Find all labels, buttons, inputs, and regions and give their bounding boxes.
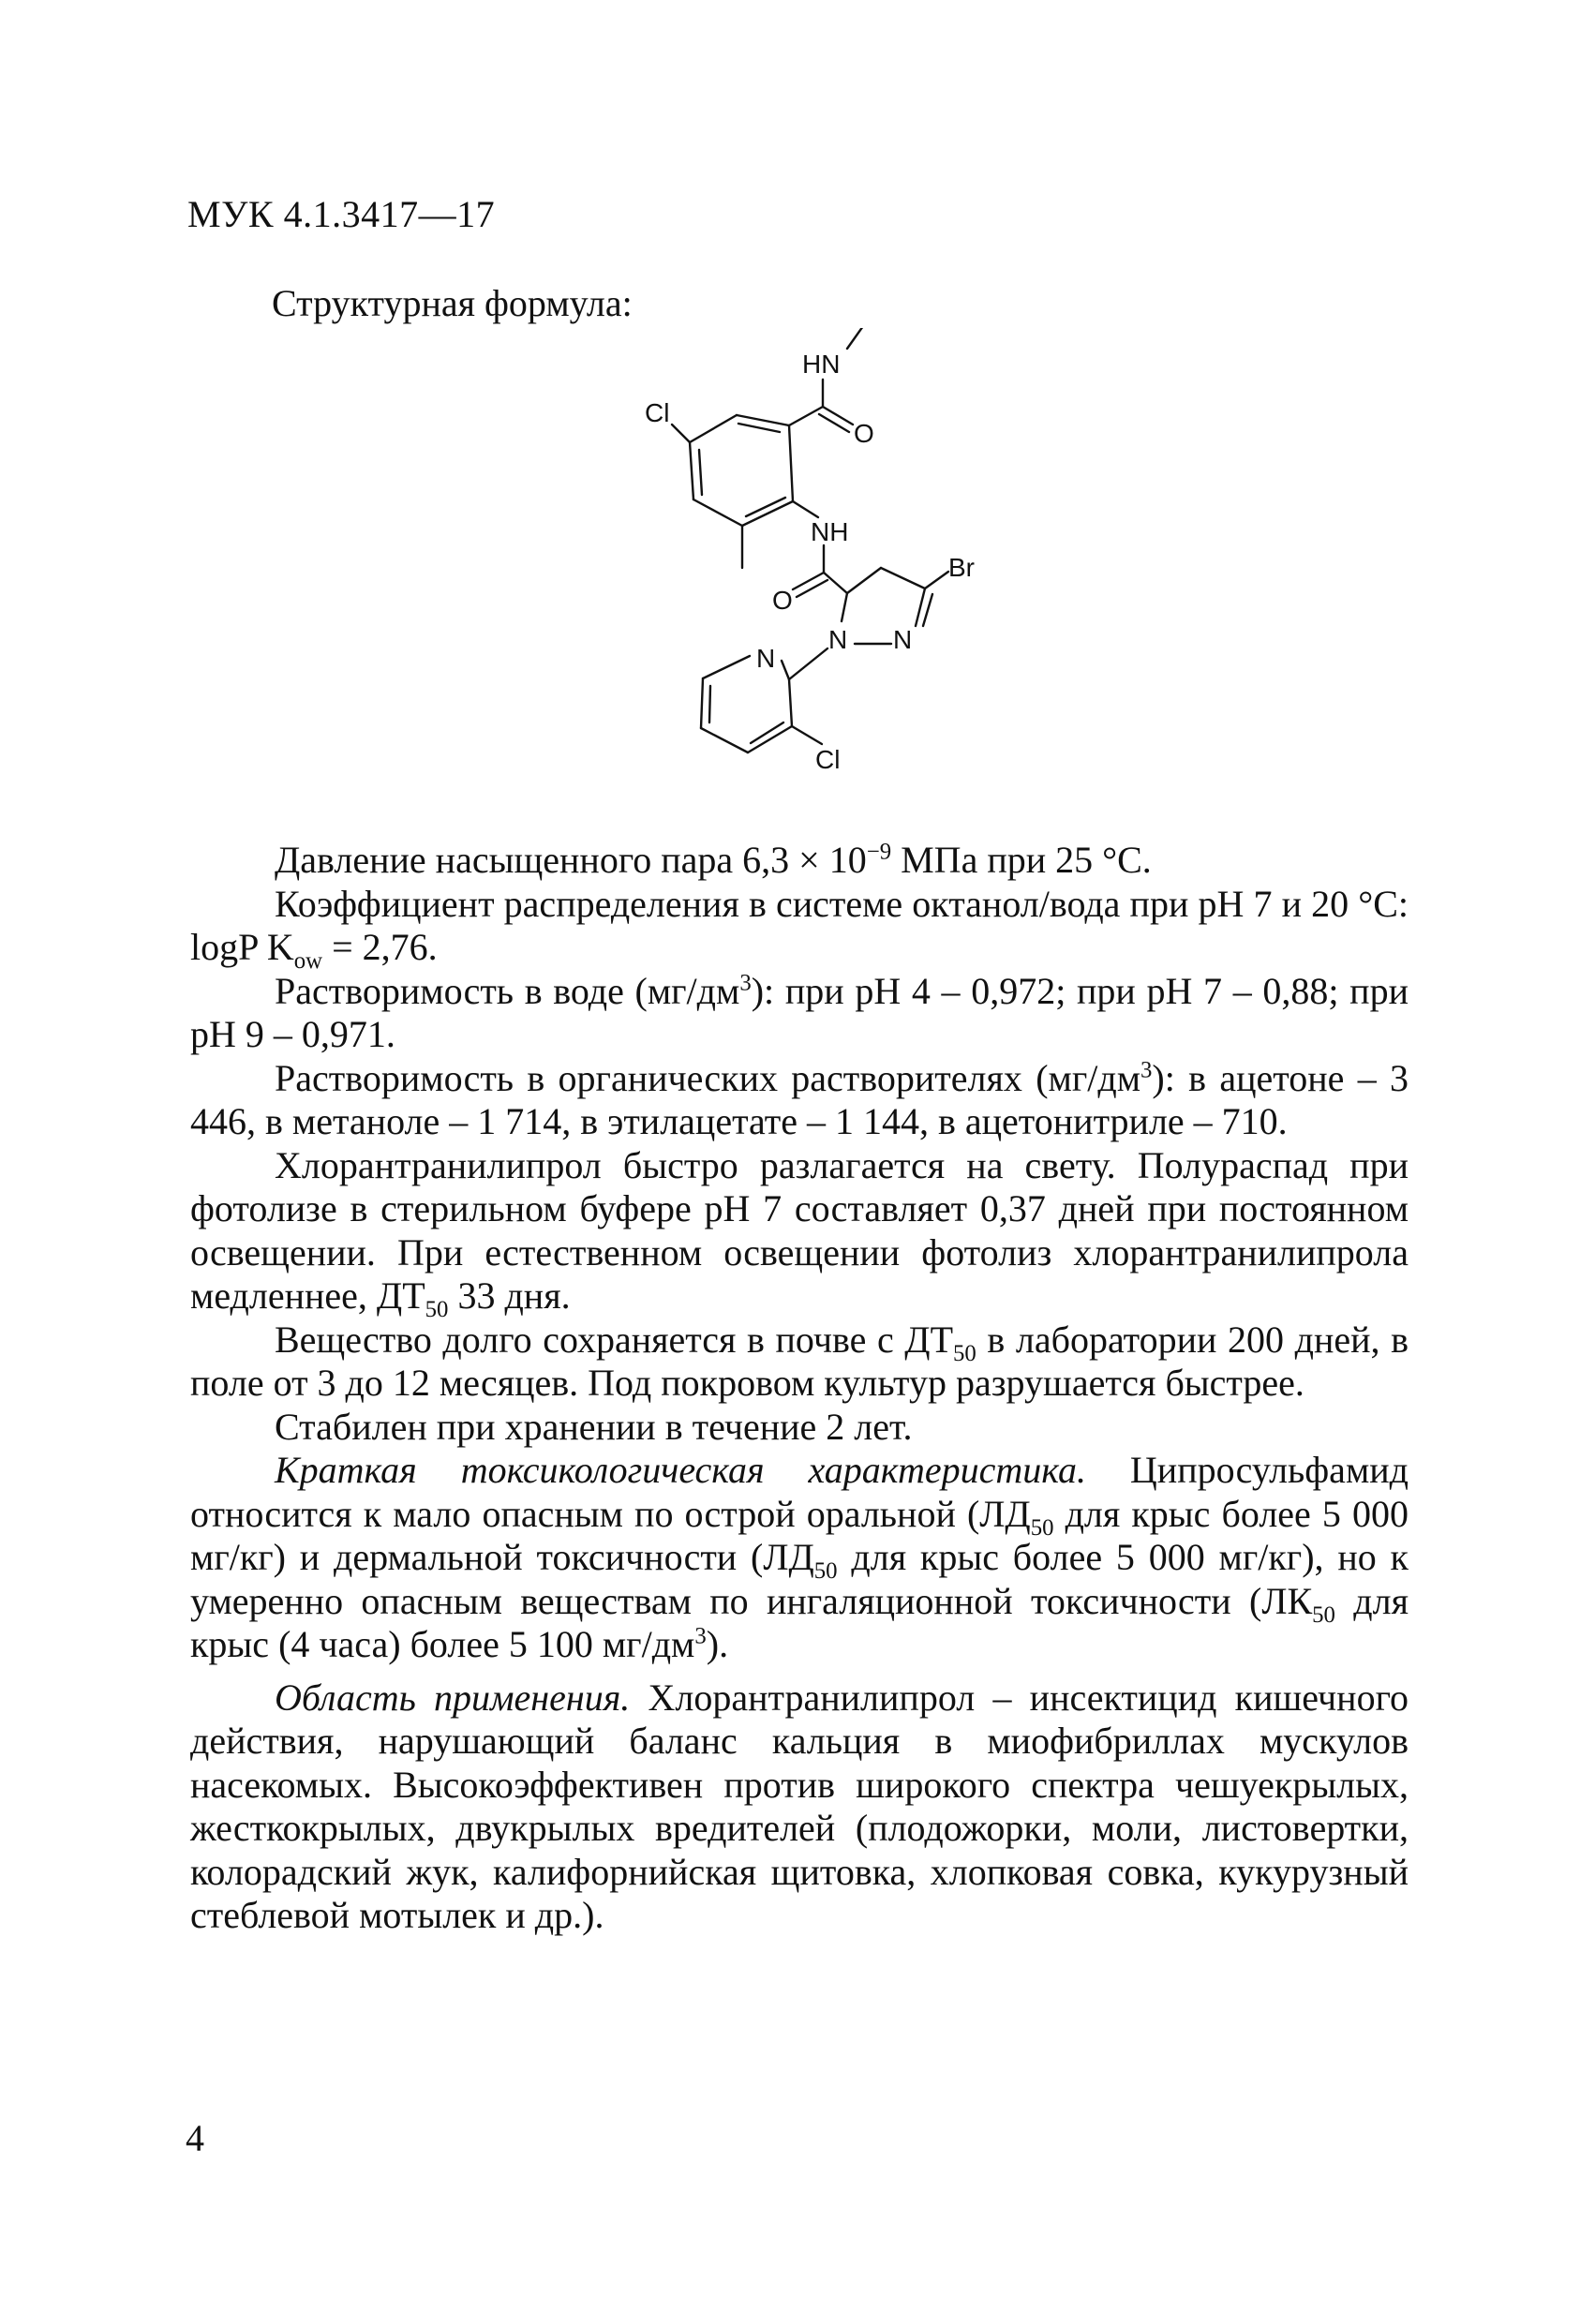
paragraph-partition-coefficient: Коэффициент распределения в системе октанол/вода при рН 7 и 20 °С: logP $K_{ow} = 2,76$.: [190, 882, 1409, 974]
atom-n-pyrazole-2: N: [893, 625, 913, 654]
document-body: [190, 839, 1409, 1938]
atom-br: Br: [948, 553, 975, 582]
atom-cl-top: Cl: [645, 398, 670, 427]
atom-nh: NH: [811, 517, 849, 546]
atom-o-top: O: [854, 419, 874, 448]
paragraph-toxicology: Краткая токсикологическая характеристика. Ципросульфамид относится к мало опасным по острой оральной ($ЛД_{50}$ для крыс более 5 000 мг/кг) и дермальной токсичности ($ЛД_{50}$ для крыс более 5 000 мг/кг), но к умеренно опасным веществам по ингаляционной токсичности ($ЛК_{50}$ для крыс (4 часа) более 5 100 $мг/дм^3$).: [190, 1449, 1409, 1665]
document-code-header: МУК 4.1.3417—17: [187, 193, 496, 235]
paragraph-vapor-pressure: Давление насыщенного пара $6,3 \times 10^{-9}$ МПа при 25 °С.: [275, 839, 1152, 881]
atom-hn: HN: [802, 350, 841, 379]
paragraph-water-solubility: Растворимость в воде $(мг/дм^3)$: при рН 4 – 0,972; при рН 7 – 0,88; при рН 9 – 0,971.: [190, 969, 1409, 1055]
paragraph-application: Область применения. Хлорантранилипрол – инсектицид кишечного действия, нарушающий баланс кальция в миофибриллах мускулов насекомых. Высокоэффективен против широкого спектра чешуекрылых, жесткокрылых, двукрылых вредителей (плодожорки, моли, листовертки, колорадский жук, калифорнийская щитовка, хлопковая совка, кукурузный стеблевой мотылек и др.).: [190, 1676, 1409, 1936]
atom-cl-bottom: Cl: [815, 745, 841, 774]
page-number: 4: [186, 2117, 204, 2159]
paragraph-photolysis: Хлорантранилипрол быстро разлагается на свету. Полураспад при фотолизе в стерильном буфере рН 7 составляет 0,37 дней при постоянном освещении. При естественном освещении фотолиз хлорантранилипрола медленнее, $ДТ_{50}$ 33 дня.: [190, 1143, 1409, 1322]
atom-n-pyrazole-1: N: [828, 625, 848, 654]
paragraph-organic-solubility: Растворимость в органических растворителях $(мг/дм^3)$: в ацетоне – 3 446, в метаноле – 1 714, в этилацетате – 1 144, в ацетонитриле – 710.: [190, 1056, 1409, 1142]
atom-n-pyridine: N: [756, 644, 776, 673]
paragraph-storage-stability: Стабилен при хранении в течение 2 лет.: [275, 1405, 913, 1448]
paragraph-soil-persistence: Вещество долго сохраняется в почве с $ДТ_{50}$ в лаборатории 200 дней, в поле от 3 до 12 месяцев. Под покровом культур разрушается быстрее.: [190, 1318, 1409, 1404]
structural-formula-label: Структурная формула:: [272, 282, 633, 324]
atom-o-mid: O: [772, 586, 793, 615]
structural-formula-diagram: [525, 328, 1050, 853]
